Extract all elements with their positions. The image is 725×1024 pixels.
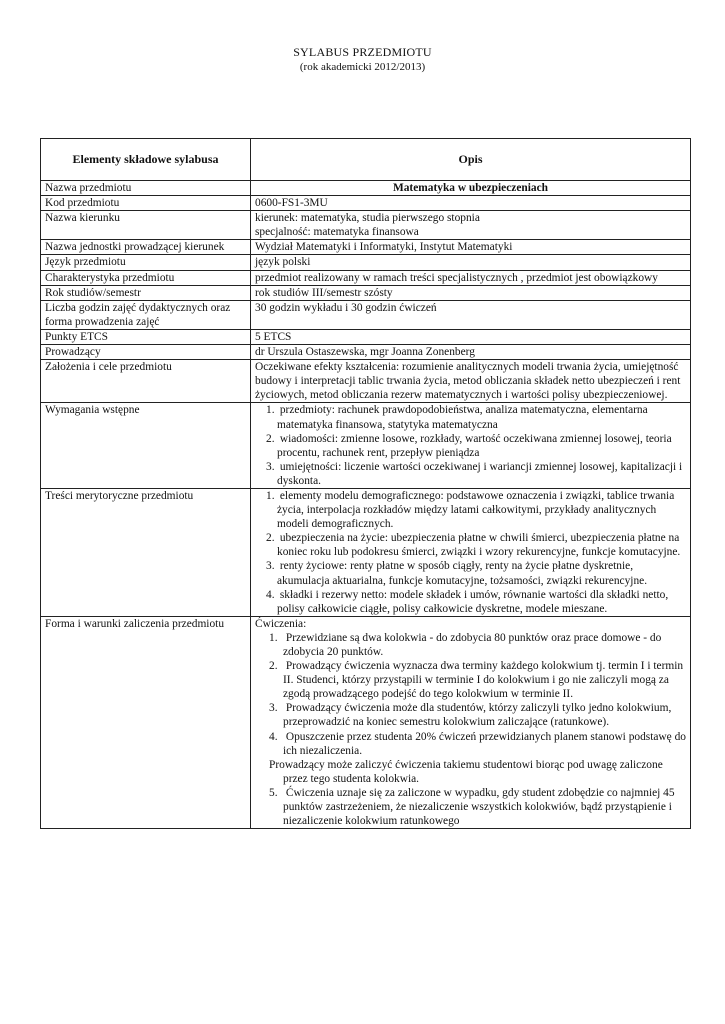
assessment-conditions bbox=[251, 616, 691, 828]
list-item bbox=[266, 432, 686, 460]
item-number: 2. bbox=[269, 660, 278, 673]
table-row bbox=[41, 270, 691, 285]
item-number: 4. bbox=[269, 730, 278, 743]
course-content bbox=[251, 488, 691, 616]
item-text: elementy modelu demograficznego: podstawowe oznaczenia i związki, tablice trwania życia, interpolacja rozkładów między latami całkowitymi, przykłady analitycznych modeli demograficznych. bbox=[277, 489, 675, 531]
item-number: 3. bbox=[266, 460, 275, 473]
list-item bbox=[266, 588, 686, 616]
unit-name: Wydział Matematyki i Informatyki, Instytut Matematyki bbox=[251, 240, 691, 255]
item-number: 2. bbox=[266, 432, 275, 445]
hours: 30 godzin wykładu i 30 godzin ćwiczeń bbox=[251, 300, 691, 329]
list-item bbox=[269, 786, 686, 828]
specialization-line: specjalność: matematyka finansowa bbox=[255, 226, 419, 239]
table-row bbox=[41, 196, 691, 211]
table-row bbox=[41, 240, 691, 255]
table-row bbox=[41, 181, 691, 196]
list-item bbox=[266, 531, 686, 559]
content-list bbox=[255, 489, 686, 616]
list-item bbox=[269, 631, 686, 659]
row-label: Treści merytoryczne przedmiotu bbox=[41, 488, 251, 616]
table-row bbox=[41, 403, 691, 489]
list-item bbox=[269, 730, 686, 786]
table-row bbox=[41, 329, 691, 344]
list-item bbox=[266, 559, 686, 587]
course-code: 0600-FS1-3MU bbox=[251, 196, 691, 211]
item-number: 3. bbox=[266, 560, 275, 573]
item-text: Prowadzący ćwiczenia wyznacza dwa terminy każdego kolokwium tj. termin I i termin II. Studenci, którzy przystąpili w terminie I do kolokwium i go nie zaliczyli mogą za zgodą prowadzącego podejść do tego kolokwium w terminie II. bbox=[283, 660, 684, 701]
item-extra-text: Prowadzący może zaliczyć ćwiczenia takiemu studentowi biorąc pod uwagę zaliczone przez tego studenta kolokwia. bbox=[269, 758, 663, 785]
field-of-study-line: kierunek: matematyka, studia pierwszego stopnia bbox=[255, 212, 480, 225]
row-label: Założenia i cele przedmiotu bbox=[41, 360, 251, 403]
table-row bbox=[41, 345, 691, 360]
item-number: 1. bbox=[269, 631, 278, 644]
course-characteristics: przedmiot realizowany w ramach treści specjalistycznych , przedmiot jest obowiązkowy bbox=[251, 270, 691, 285]
table-row bbox=[41, 255, 691, 270]
row-label: Charakterystyka przedmiotu bbox=[41, 270, 251, 285]
item-number: 1. bbox=[266, 489, 275, 502]
year-semester: rok studiów III/semestr szósty bbox=[251, 285, 691, 300]
table-row bbox=[41, 211, 691, 240]
row-label: Prowadzący bbox=[41, 345, 251, 360]
item-text: Opuszczenie przez studenta 20% ćwiczeń przewidzianych planem stanowi podstawę do ich niezaliczenia. bbox=[283, 730, 686, 757]
item-text: Przewidziane są dwa kolokwia - do zdobycia 80 punktów oraz prace domowe - do zdobycia 20 punktów. bbox=[283, 631, 662, 658]
table-row bbox=[41, 285, 691, 300]
prerequisites bbox=[251, 403, 691, 489]
column-header-elements: Elementy składowe sylabusa bbox=[41, 139, 251, 181]
table-row bbox=[41, 488, 691, 616]
row-label: Nazwa przedmiotu bbox=[41, 181, 251, 196]
item-number: 3. bbox=[269, 702, 278, 715]
row-label: Liczba godzin zajęć dydaktycznych oraz forma prowadzenia zajęć bbox=[41, 300, 251, 329]
table-row bbox=[41, 300, 691, 329]
table-header-row bbox=[41, 139, 691, 181]
course-language: język polski bbox=[251, 255, 691, 270]
table-row bbox=[41, 616, 691, 828]
row-label: Forma i warunki zaliczenia przedmiotu bbox=[41, 616, 251, 828]
item-text: przedmioty: rachunek prawdopodobieństwa, analiza matematyczna, elementarna matematyka finansowa, statytyka matematyczna bbox=[277, 404, 648, 431]
assessment-list bbox=[255, 631, 686, 828]
item-text: wiadomości: zmienne losowe, rozkłady, wartość oczekiwana zmiennej losowej, teoria procentu, rachunek rent, przepływ pieniądza bbox=[277, 432, 672, 459]
list-item bbox=[266, 460, 686, 488]
syllabus-table bbox=[40, 138, 691, 829]
item-text: Prowadzący ćwiczenia może dla studentów, którzy zaliczyli tylko jedno kolokwium, przeprowadzić na koniec semestru kolokwium zaliczające (ratunkowe). bbox=[283, 702, 672, 729]
document-subtitle: (rok akademicki 2012/2013) bbox=[299, 61, 426, 73]
row-label: Punkty ETCS bbox=[41, 329, 251, 344]
prerequisites-list bbox=[255, 403, 686, 488]
row-label: Kod przedmiotu bbox=[41, 196, 251, 211]
item-number: 5. bbox=[269, 786, 278, 799]
list-item bbox=[266, 489, 686, 531]
row-label: Wymagania wstępne bbox=[41, 403, 251, 489]
exercises-intro: Ćwiczenia: bbox=[255, 617, 307, 630]
course-name: Matematyka w ubezpieczeniach bbox=[251, 181, 691, 196]
item-number: 4. bbox=[266, 588, 275, 601]
ects-points: 5 ETCS bbox=[251, 329, 691, 344]
column-header-description: Opis bbox=[251, 139, 691, 181]
field-of-study bbox=[251, 211, 691, 240]
list-item bbox=[269, 701, 686, 729]
item-text: renty życiowe: renty płatne w sposób ciągły, renty na życie płatne dyskretnie, akumulacja aktuarialna, funkcje komutacyjne, tożsamości, związki rekurencyjne. bbox=[277, 560, 648, 587]
list-item bbox=[266, 403, 686, 431]
item-text: Ćwiczenia uznaje się za zaliczone w wypadku, gdy student zdobędzie co najmniej 45 punktów zastrzeżeniem, że niezaliczenie wszystkich kolokwiów, bądź przystąpienie i niezaliczenie kolokwium ratunkowego bbox=[283, 786, 675, 828]
course-goals: Oczekiwane efekty kształcenia: rozumienie analitycznych modeli trwania życia, umiejętność budowy i interpretacji tablic trwania życia, metod obliczania składek netto ubezpieczeń i rent życiowych, metod obliczania rezerw matematycznych i wartości polisy ubezpieczeniowej. bbox=[251, 360, 691, 403]
document-header bbox=[0, 44, 725, 75]
row-label: Język przedmiotu bbox=[41, 255, 251, 270]
row-label: Nazwa jednostki prowadzącej kierunek bbox=[41, 240, 251, 255]
item-text: umiejętności: liczenie wartości oczekiwanej i wariancji zmiennej losowej, kapitalizacji i dyskonta. bbox=[277, 460, 683, 487]
item-text: składki i rezerwy netto: modele składek i umów, równanie wartości dla składki netto, polisy całkowicie ciągłe, polisy całkowicie dyskretne, modele mieszane. bbox=[277, 588, 669, 615]
list-item bbox=[269, 659, 686, 701]
item-number: 2. bbox=[266, 532, 275, 545]
item-number: 1. bbox=[266, 404, 275, 417]
table-row bbox=[41, 360, 691, 403]
item-text: ubezpieczenia na życie: ubezpieczenia płatne w chwili śmierci, ubezpieczenia płatne na koniec roku lub podokresu śmierci, związki i wzory rekurencyjne, funkcje komutacyjne. bbox=[277, 532, 681, 559]
document-title: SYLABUS PRZEDMIOTU bbox=[293, 45, 432, 59]
row-label: Nazwa kierunku bbox=[41, 211, 251, 240]
instructors: dr Urszula Ostaszewska, mgr Joanna Zonenberg bbox=[251, 345, 691, 360]
row-label: Rok studiów/semestr bbox=[41, 285, 251, 300]
